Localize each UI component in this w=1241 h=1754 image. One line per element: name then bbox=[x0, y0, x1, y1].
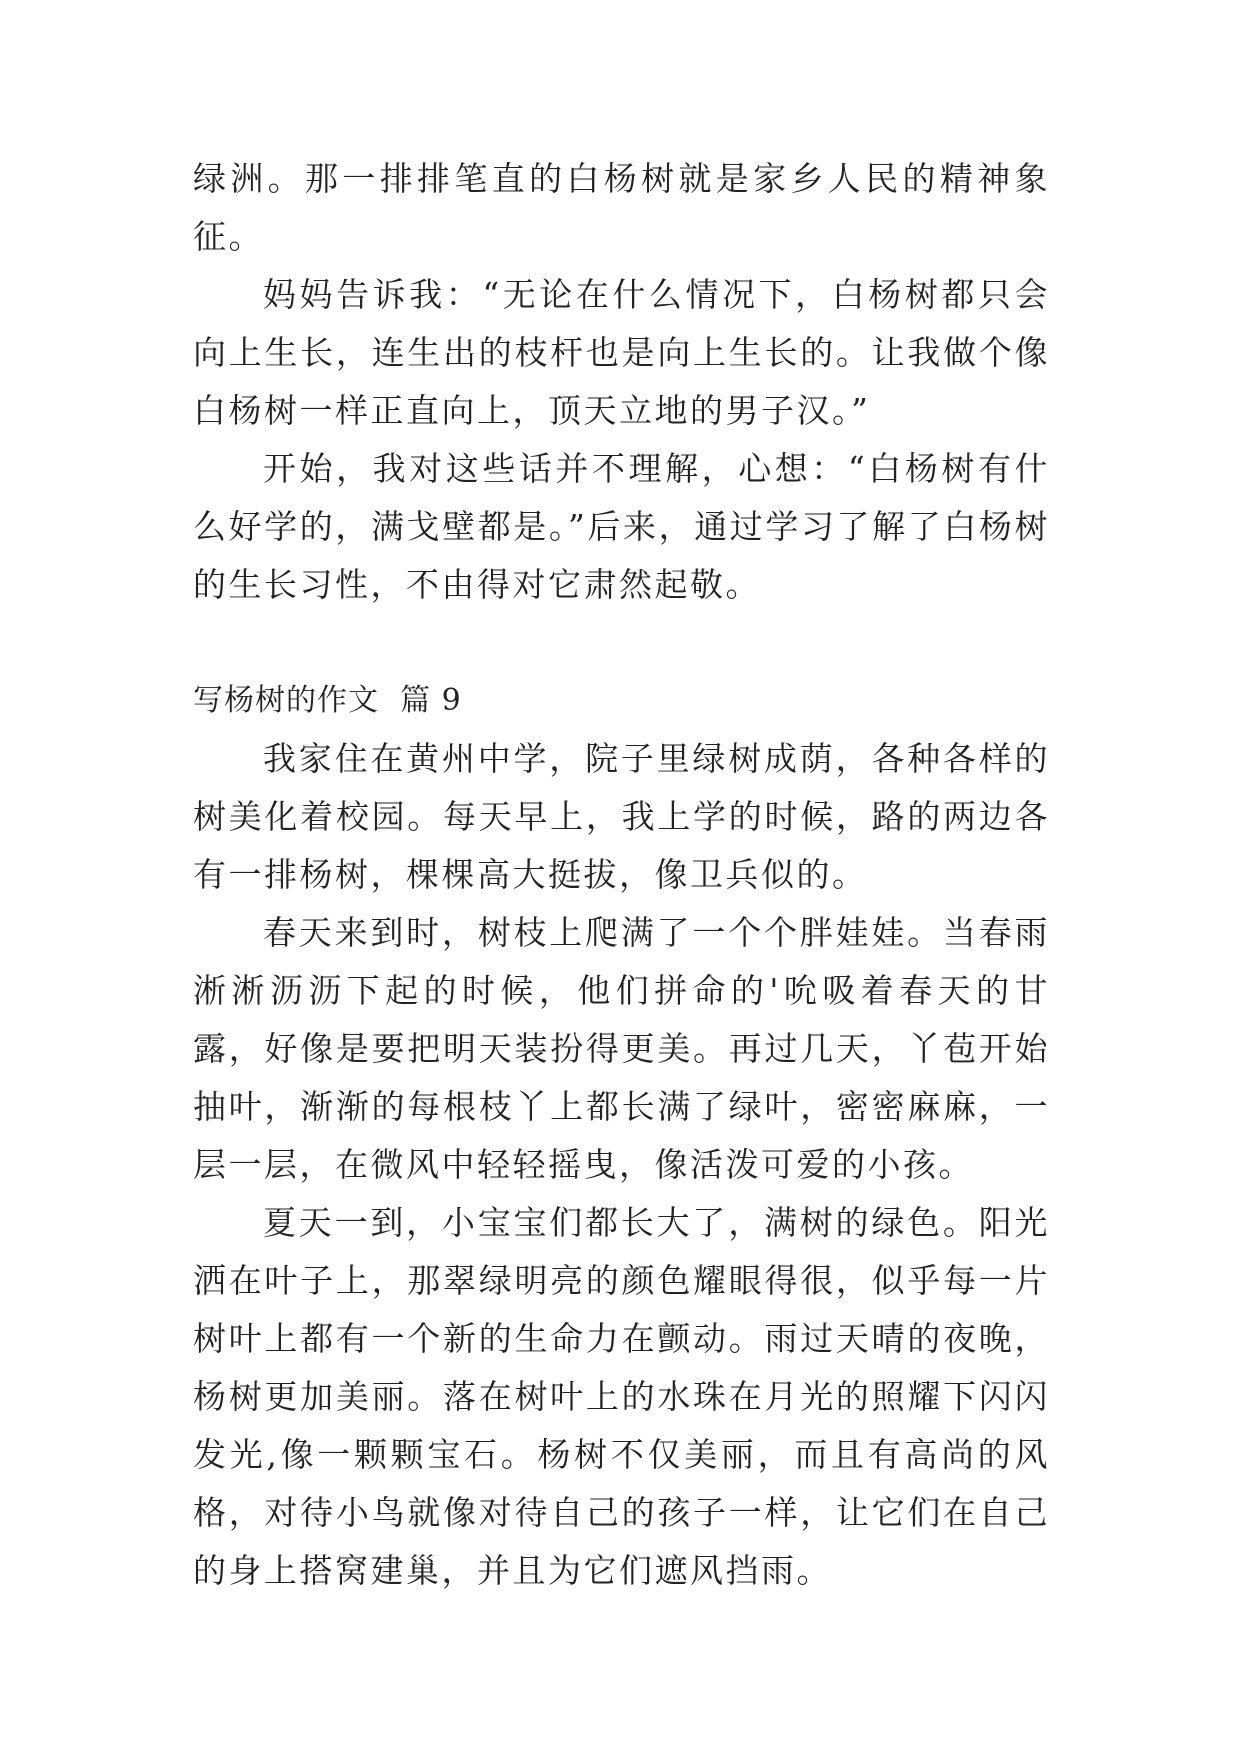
paragraph-continuation: 绿洲。那一排排笔直的白杨树就是家乡人民的精神象征。 bbox=[193, 159, 1050, 256]
document-body bbox=[193, 150, 1050, 1600]
paragraph: 我家住在黄州中学，院子里绿树成荫，各种各样的树美化着校园。每天早上，我上学的时候，路的两边各有一排杨树，棵棵高大挺拔，像卫兵似的。 bbox=[193, 739, 1050, 894]
paragraph: 春天来到时，树枝上爬满了一个个胖娃娃。当春雨淅淅沥沥下起的时候，他们拼命的'吮吸着春天的甘露，好像是要把明天装扮得更美。再过几天，丫苞开始抽叶，渐渐的每根枝丫上都长满了绿叶，密密麻麻，一层一层，在微风中轻轻摇曳，像活泼可爱的小孩。 bbox=[193, 913, 1050, 1184]
section-spacer bbox=[193, 614, 1050, 672]
section-title: 写杨树的作文 篇 9 bbox=[193, 683, 462, 718]
paragraph: 夏天一到，小宝宝们都长大了，满树的绿色。阳光洒在叶子上，那翠绿明亮的颜色耀眼得很，似乎每一片树叶上都有一个新的生命力在颤动。雨过天晴的夜晚，杨树更加美丽。落在树叶上的水珠在月光的照耀下闪闪发光,像一颗颗宝石。杨树不仅美丽，而且有高尚的风格，对待小鸟就像对待自己的孩子一样，让它们在自己的身上搭窝建巢，并且为它们遮风挡雨。 bbox=[193, 1203, 1050, 1590]
paragraph: 妈妈告诉我：“无论在什么情况下，白杨树都只会向上生长，连生出的枝杆也是向上生长的。让我做个像白杨树一样正直向上，顶天立地的男子汉。” bbox=[193, 275, 1050, 430]
paragraph: 开始，我对这些话并不理解，心想：“白杨树有什么好学的，满戈壁都是。”后来，通过学习了解了白杨树的生长习性，不由得对它肃然起敬。 bbox=[193, 449, 1050, 604]
